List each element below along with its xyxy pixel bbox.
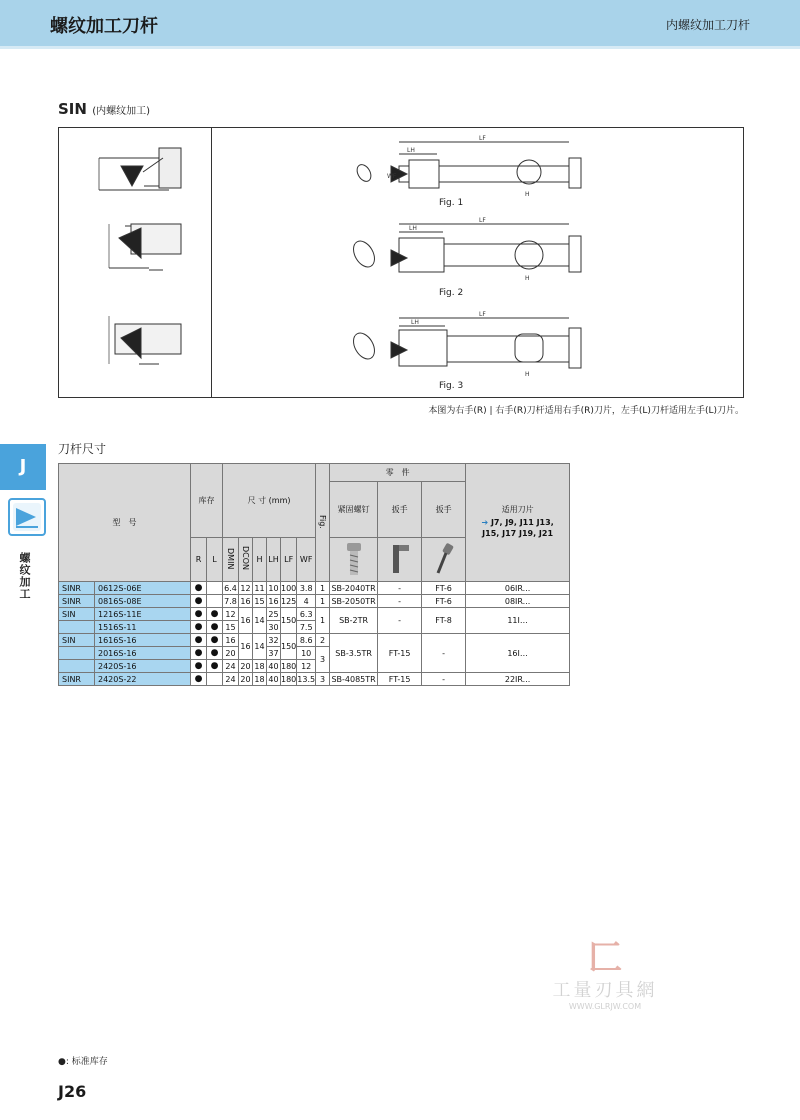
stock-l [207, 582, 223, 595]
cell-dmin: 16 [223, 634, 239, 647]
application-sketch-1 [99, 148, 181, 190]
cell-insert: 16I… [466, 634, 570, 673]
fig2-lh: LH [409, 225, 417, 232]
th-lh: LH [267, 538, 281, 582]
th-dmin: DMIN [223, 538, 239, 582]
model-code: 0612S-06E [95, 582, 191, 595]
model-code: 1616S-16 [95, 634, 191, 647]
hand-note: 本图为右手(R) | 右手(R)刀杆适用右手(R)刀片，左手(L)刀杆适用左手(L)刀片。 [428, 406, 744, 416]
th-insert [466, 464, 570, 582]
cell-wf: 13.5 [297, 674, 316, 684]
table-row [59, 608, 570, 621]
stock-r: ● [191, 582, 207, 595]
watermark [540, 940, 670, 1011]
cell-lh: 16 [268, 596, 279, 606]
cell-lh: 40 [268, 661, 279, 671]
cell-wrench2: FT-6 [422, 582, 466, 595]
cell-wrench2: FT-8 [422, 608, 466, 634]
th-fig: Fig. [316, 464, 330, 582]
stock-r: ● [191, 608, 207, 621]
fig3-drawing [349, 318, 581, 368]
fig2-lf: LF [479, 217, 486, 224]
model-series: SIN [59, 608, 95, 621]
fig3-h: H [525, 371, 530, 378]
th-parts: 零 件 [330, 464, 466, 482]
cell-fig: 3 [316, 673, 330, 686]
fig3-lh: LH [411, 319, 419, 326]
cell-fig: 1 [316, 608, 330, 634]
cell-h: 14 [253, 608, 267, 634]
th-wf: WF [297, 538, 316, 582]
model-series: SINR [59, 595, 95, 608]
page-header [0, 0, 800, 46]
cell-h: 18 [254, 661, 265, 671]
cell-wf: 10 [297, 647, 316, 660]
stock-l: ● [207, 647, 223, 660]
stock-l [207, 595, 223, 608]
cell-dcon: 20 [240, 661, 251, 671]
stock-r: ● [191, 673, 207, 686]
th-l: L [207, 538, 223, 582]
cell-wrench1: - [378, 595, 422, 608]
cell-wrench1: FT-15 [378, 634, 422, 673]
model-series [59, 660, 95, 673]
header-subtitle: 内螺纹加工刀杆 [665, 18, 750, 32]
cell-wrench1: - [378, 582, 422, 595]
cell-dmin: 24 [223, 673, 239, 686]
cell-wf: 8.6 [297, 634, 316, 647]
section-sub: (内螺纹加工) [92, 106, 150, 117]
watermark-url: WWW.GLRJW.COM [568, 1002, 642, 1011]
stock-l: ● [207, 634, 223, 647]
model-code: 1516S-11 [95, 621, 191, 634]
cell-lh: 10 [268, 583, 279, 593]
fig1-label: Fig. 1 [439, 198, 464, 208]
stock-r: ● [191, 621, 207, 634]
fig3-lf: LF [479, 311, 486, 318]
stock-l: ● [207, 621, 223, 634]
cell-fig: 1 [316, 582, 330, 595]
cell-h: 11 [254, 583, 265, 593]
cell-h: 18 [254, 674, 265, 684]
section-title [58, 100, 150, 118]
screw-icon [330, 538, 378, 582]
table-title: 刀杆尺寸 [58, 442, 107, 456]
fig2-h: H [525, 275, 530, 282]
header-underline [0, 46, 800, 49]
section-code: SIN [58, 100, 87, 118]
threading-icon [8, 498, 46, 536]
model-series [59, 647, 95, 660]
stock-r: ● [191, 647, 207, 660]
table-row [59, 582, 570, 595]
model-code: 1216S-11E [95, 608, 191, 621]
model-code: 2420S-16 [95, 660, 191, 673]
cell-lh: 40 [268, 674, 279, 684]
cell-h: 15 [254, 596, 265, 606]
model-series [59, 621, 95, 634]
th-size: 尺 寸 (mm) [223, 464, 316, 538]
wrench-t-icon [422, 538, 466, 582]
cell-lf: 100 [281, 583, 297, 593]
legend: ●: 标准库存 [58, 1057, 108, 1067]
cell-lh: 25 [268, 609, 279, 619]
fig1-lf: LF [479, 135, 486, 142]
th-wrench1: 扳手 [378, 482, 422, 538]
cell-wf: 7.5 [297, 621, 316, 634]
model-series: SINR [59, 582, 95, 595]
cell-lf: 180 [281, 661, 297, 671]
figure-panel [58, 127, 744, 398]
th-insert-list: ➔ J7, J9, J11 J13, J15, J17 J19, J21 [481, 518, 554, 538]
cell-lh: 37 [268, 648, 279, 658]
application-sketch-3 [109, 316, 181, 364]
th-insert-title: 适用刀片 [501, 505, 534, 514]
cell-wf: 12 [297, 660, 316, 673]
cell-wf: 3.8 [297, 582, 316, 595]
cell-screw: SB-2050TR [331, 596, 376, 606]
watermark-text: 工量刃具網 [552, 980, 658, 1001]
cell-insert: 22IR... [466, 673, 570, 686]
fig1-wf: WF [387, 173, 397, 180]
cell-wrench1: FT-15 [378, 673, 422, 686]
cell-screw: SB-3.5TR [330, 634, 378, 673]
model-code: 0816S-08E [95, 595, 191, 608]
cell-lh: 30 [268, 622, 279, 632]
cell-fig: 3 [316, 647, 330, 673]
cell-dmin: 7.8 [224, 596, 237, 606]
cell-dmin: 24 [223, 660, 239, 673]
th-screw: 紧固螺钉 [330, 482, 378, 538]
th-r: R [191, 538, 207, 582]
fig3-label: Fig. 3 [439, 381, 464, 391]
cell-dmin: 12 [223, 608, 239, 621]
cell-dmin: 20 [223, 647, 239, 660]
spec-table [58, 463, 570, 686]
cell-dcon: 12 [240, 583, 251, 593]
table-row [59, 634, 570, 647]
stock-r: ● [191, 595, 207, 608]
cell-insert: 08IR... [466, 595, 570, 608]
cell-dcon: 20 [240, 674, 251, 684]
model-code: 2016S-16 [95, 647, 191, 660]
stock-r: ● [191, 634, 207, 647]
wrench-l-icon [378, 538, 422, 582]
cell-screw: SB-2TR [330, 608, 378, 634]
cell-lh: 32 [268, 635, 279, 645]
cell-insert: 06IR... [466, 582, 570, 595]
cell-dcon: 16 [239, 608, 253, 634]
stock-l: ● [207, 608, 223, 621]
model-code: 2420S-22 [95, 673, 191, 686]
cell-fig: 2 [316, 634, 330, 647]
cell-lf: 125 [281, 596, 297, 606]
th-lf: LF [281, 538, 297, 582]
cell-wrench2: FT-6 [422, 595, 466, 608]
cell-h: 14 [253, 634, 267, 660]
cell-wf: 4 [297, 595, 316, 608]
header-title: 螺纹加工刀杆 [50, 16, 158, 37]
fig1-drawing [354, 142, 581, 188]
cell-wf: 6.3 [297, 608, 316, 621]
cell-wrench1: - [378, 608, 422, 634]
th-stock: 库存 [191, 464, 223, 538]
fig2-drawing [349, 224, 581, 272]
side-label: 螺纹加工 [18, 552, 31, 600]
cell-lf: 180 [281, 674, 297, 684]
watermark-logo-icon: 匚 [588, 938, 622, 978]
cell-wrench2: - [422, 673, 466, 686]
model-series: SIN [59, 634, 95, 647]
cell-fig: 1 [316, 595, 330, 608]
tool-drawings [59, 128, 745, 399]
cell-lf: 150 [281, 608, 297, 634]
arrow-circle-icon: ➔ [481, 518, 491, 527]
fig2-label: Fig. 2 [439, 288, 464, 298]
stock-l [207, 673, 223, 686]
th-h: H [253, 538, 267, 582]
cell-dcon: 16 [239, 634, 253, 660]
table-row [59, 595, 570, 608]
cell-insert: 11I… [466, 608, 570, 634]
model-series: SINR [59, 673, 95, 686]
cell-lf: 150 [281, 634, 297, 660]
th-wrench2: 扳手 [422, 482, 466, 538]
stock-l: ● [207, 660, 223, 673]
cell-wrench2: - [422, 634, 466, 673]
cell-dcon: 16 [240, 596, 251, 606]
fig1-h: H [525, 191, 530, 198]
side-tab-j: J [0, 444, 46, 490]
fig1-lh: LH [407, 147, 415, 154]
cell-screw: SB-4085TR [331, 674, 376, 684]
page-number: J26 [58, 1082, 87, 1101]
th-model: 型 号 [59, 464, 191, 582]
th-dcon: DCON [239, 538, 253, 582]
table-row [59, 673, 570, 686]
cell-dmin: 15 [223, 621, 239, 634]
stock-r: ● [191, 660, 207, 673]
application-sketch-2 [109, 224, 181, 270]
cell-dmin: 6.4 [224, 583, 237, 593]
cell-screw: SB-2040TR [331, 583, 376, 593]
